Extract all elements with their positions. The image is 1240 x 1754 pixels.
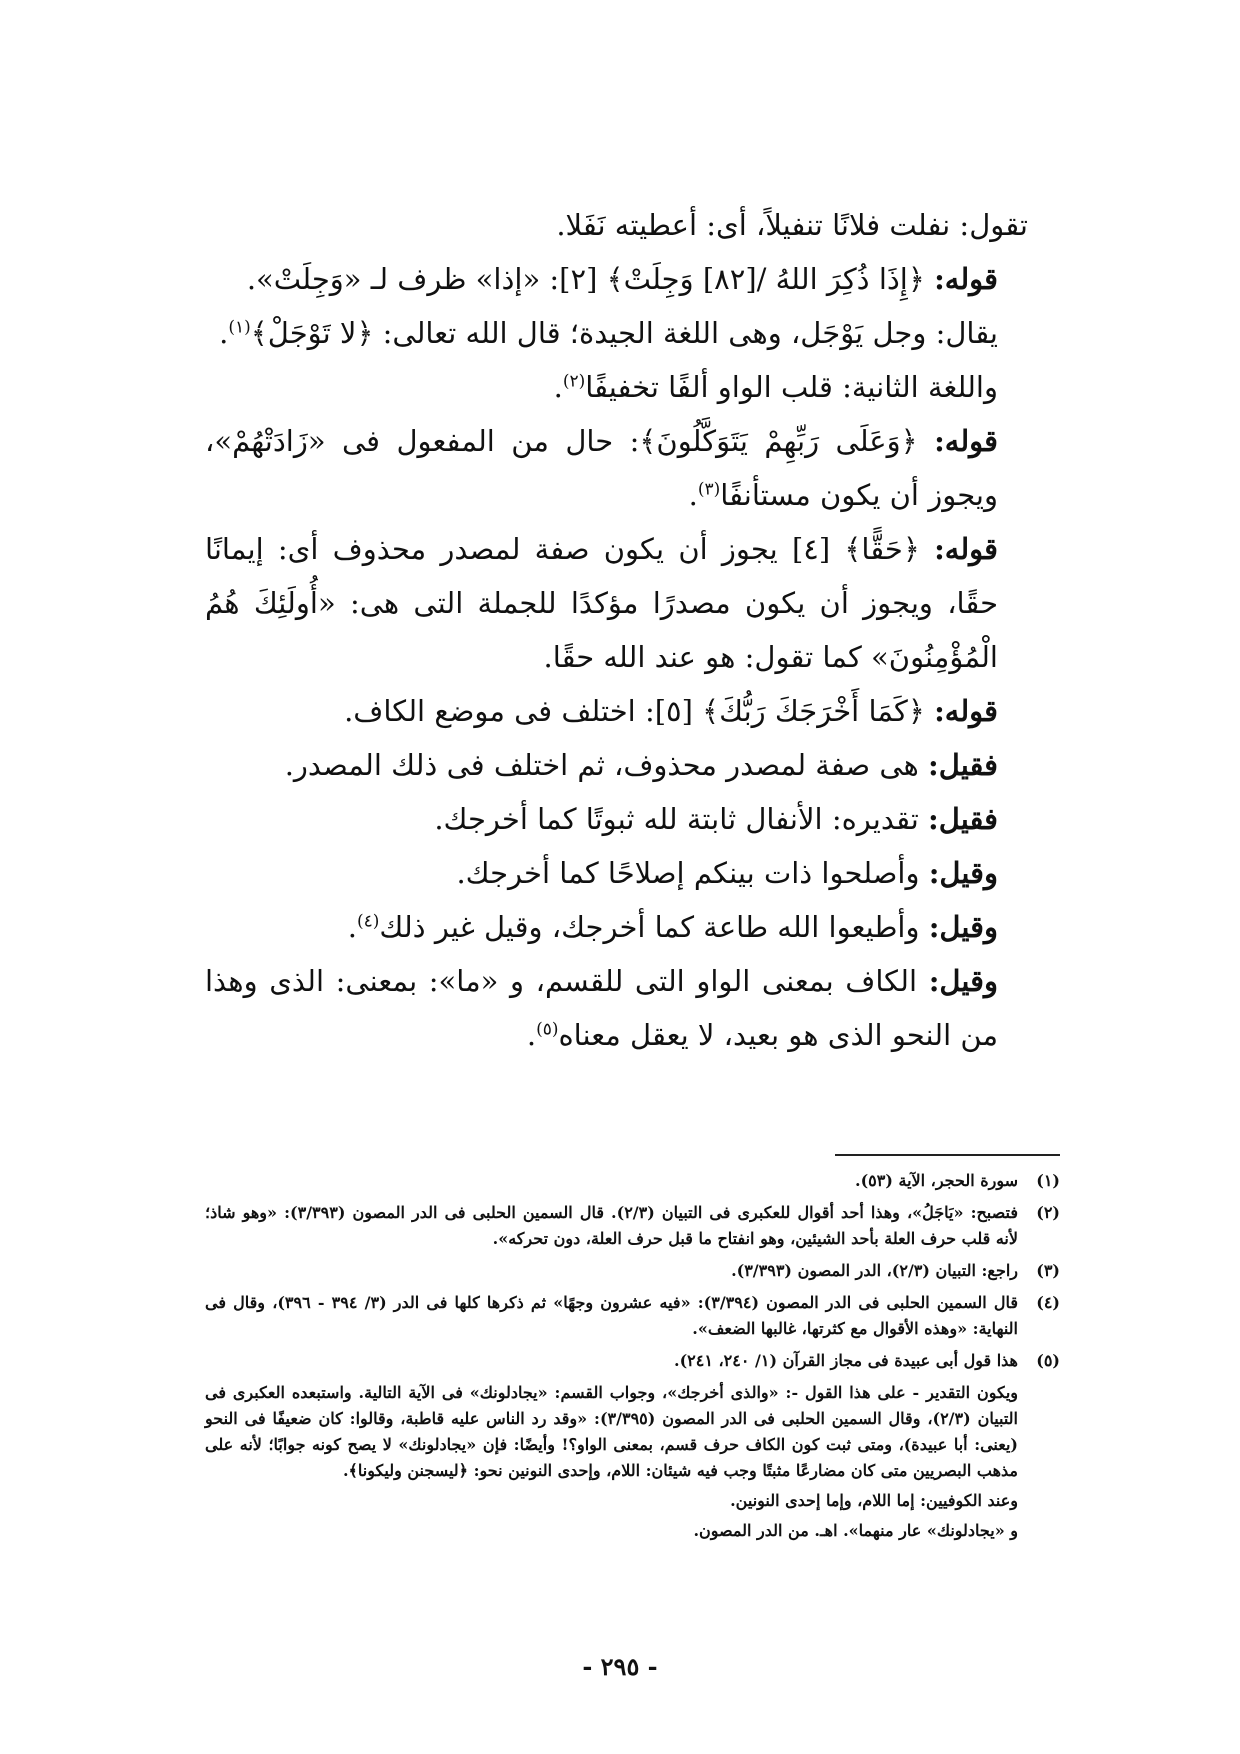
footnote-number: (٤) [1036,1293,1060,1312]
footnote-1 [205,1168,1060,1194]
paragraph-text: ﴿إِذَا ذُكِرَ اللهُ /[٨٢] وَجِلَتْ﴾ [٢]: «إذا» ظرف لـ «وَجِلَتْ». [246,262,935,296]
keyword: قوله: [934,424,998,458]
footnote-ref: (٥) [536,1019,559,1040]
paragraph-12 [205,954,1060,1062]
paragraph-text: يقال: وجل يَوْجَل، وهى اللغة الجيدة؛ قال الله تعالى: ﴿لا تَوْجَلْ﴾ [250,316,998,350]
footnote-continuation-2: وعند الكوفيين: إما اللام، وإما إحدى النونين. [730,1491,1018,1510]
paragraph-text: وأصلحوا ذات بينكم إصلاحًا كما أخرجك. [456,856,929,890]
keyword: فقيل: [928,748,998,782]
paragraph-punct: . [347,910,357,944]
footnote-text: هذا قول أبى عبيدة فى مجاز القرآن (١/ ٢٤٠، ٢٤١). [674,1351,1018,1370]
footnote-ref: (٢) [562,371,586,392]
keyword: قوله: [934,262,998,296]
paragraph-7 [205,684,1060,738]
paragraph-1 [205,198,1060,252]
footnote-continuation-3: و «يجادلونك» عار منهما». اهـ. من الدر المصون. [693,1521,1018,1540]
paragraph-text: واللغة الثانية: قلب الواو ألفًا تخفيفًا [585,370,998,404]
paragraph-text: تقول: نفلت فلانًا تنفيلاً، أى: أعطيته نَفَلا. [556,208,1028,242]
paragraph-6 [205,522,1060,684]
paragraph-text: وأطيعوا الله طاعة كما أخرجك، وقيل غير ذلك [379,910,929,944]
footnotes [205,1168,1060,1548]
footnote-2 [205,1200,1060,1252]
paragraph-text: هى صفة لمصدر محذوف، ثم اختلف فى ذلك المصدر. [284,748,929,782]
paragraph-text: الكاف بمعنى الواو التى للقسم، و «ما»: بمعنى: الذى وهذا من النحو الذى هو بعيد، لا يعقل معناه [205,964,998,1052]
paragraph-punct: . [526,1018,537,1052]
footnote-number: (٣) [1036,1261,1060,1280]
footnote-ref: (١) [228,317,251,338]
paragraph-5 [205,414,1060,522]
footnote-text: قال السمين الحلبى فى الدر المصون (٣/٣٩٤): «فيه عشرون وجهًا» ثم ذكرها كلها فى الدر (٣/ ٣٩٤ - ٣٩٦)، وقال فى النهاية: «وهذه الأقوال مع كثرتها، غالبها الضعف». [205,1293,1018,1338]
footnote-4 [205,1290,1060,1342]
footnote-ref: (٤) [356,911,380,932]
footnote-text: فتصبح: «يَاجَلُ»، وهذا أحد أقوال للعكبرى فى التبيان (٢/٣). قال السمين الحلبى فى الدر المصون (٣/٣٩٣): «وهو شاذ؛ لأنه قلب حرف العلة بأحد الشيئين، وهو انفتاح ما قبل حرف العلة، دون تحركه». [205,1203,1018,1248]
footnote-divider [835,1154,1060,1156]
paragraph-text: ﴿كَمَا أَخْرَجَكَ رَبُّكَ﴾ [٥]: اختلف فى موضع الكاف. [344,694,935,728]
footnote-text: راجع: التبيان (٢/٣)، الدر المصون (٣/٣٩٣). [731,1261,1018,1280]
footnote-continuation-1: ويكون التقدير - على هذا القول -: «والذى أخرجك»، وجواب القسم: «يجادلونك» فى الآية التالية. واستبعده العكبرى فى التبيان (٢/٣)، وقال السمين الحلبى فى الدر المصون (٣/٣٩٥): «وقد رد الناس عليه قاطبة، وقالوا: كان ضعيفًا فى النحو (يعنى: أبا عبيدة)، ومتى ثبت كون الكاف حرف قسم، بمعنى الواو؟! وأيضًا: فإن «يجادلونك» لا يصح كونه جوابًا؛ لأنه على مذهب البصريين متى كان مضارعًا مثبتًا وجب فيه شيئان: اللام، وإحدى النونين نحو: ﴿ليسجنن وليكونا﴾. [205,1383,1019,1480]
footnote-number: (٥) [1036,1351,1060,1370]
paragraph-9 [205,792,1060,846]
keyword: فقيل: [928,802,998,836]
keyword: وقيل: [928,964,998,998]
paragraph-text: ﴿حَقًّا﴾ [٤] يجوز أن يكون صفة لمصدر محذوف أى: إيمانًا حقًا، ويجوز أن يكون مصدرًا مؤكدًا للجملة التى هى: «أُولَئِكَ هُمُ الْمُؤْمِنُونَ» كما تقول: هو عند الله حقًا. [205,532,998,674]
keyword: وقيل: [928,910,998,944]
paragraph-punct: . [553,370,563,404]
page-number: - ٢٩٥ - [582,1652,658,1681]
paragraph-punct: . [688,478,698,512]
footnote-text: سورة الحجر، الآية (٥٣). [855,1171,1018,1190]
paragraph-8 [205,738,1060,792]
keyword: قوله: [934,532,998,566]
keyword: وقيل: [928,856,998,890]
keyword: قوله: [934,694,998,728]
paragraph-11 [205,900,1060,954]
paragraph-text: ﴿وَعَلَى رَبِّهِمْ يَتَوَكَّلُونَ﴾: حال من المفعول فى «زَادَتْهُمْ»، ويجوز أن يكون مستأنفًا [205,424,998,512]
paragraph-4 [205,360,1060,414]
footnote-number: (٢) [1036,1203,1060,1222]
paragraph-10 [205,846,1060,900]
main-text [205,198,1060,1062]
footnote-number: (١) [1036,1171,1060,1190]
paragraph-text: تقديره: الأنفال ثابتة لله ثبوتًا كما أخرجك. [434,802,929,836]
footnote-ref: (٣) [697,479,721,500]
footnote-3 [205,1258,1060,1284]
paragraph-2 [205,252,1060,306]
footnote-5 [205,1348,1060,1374]
paragraph-3 [205,306,1060,360]
paragraph-punct: . [219,316,229,350]
